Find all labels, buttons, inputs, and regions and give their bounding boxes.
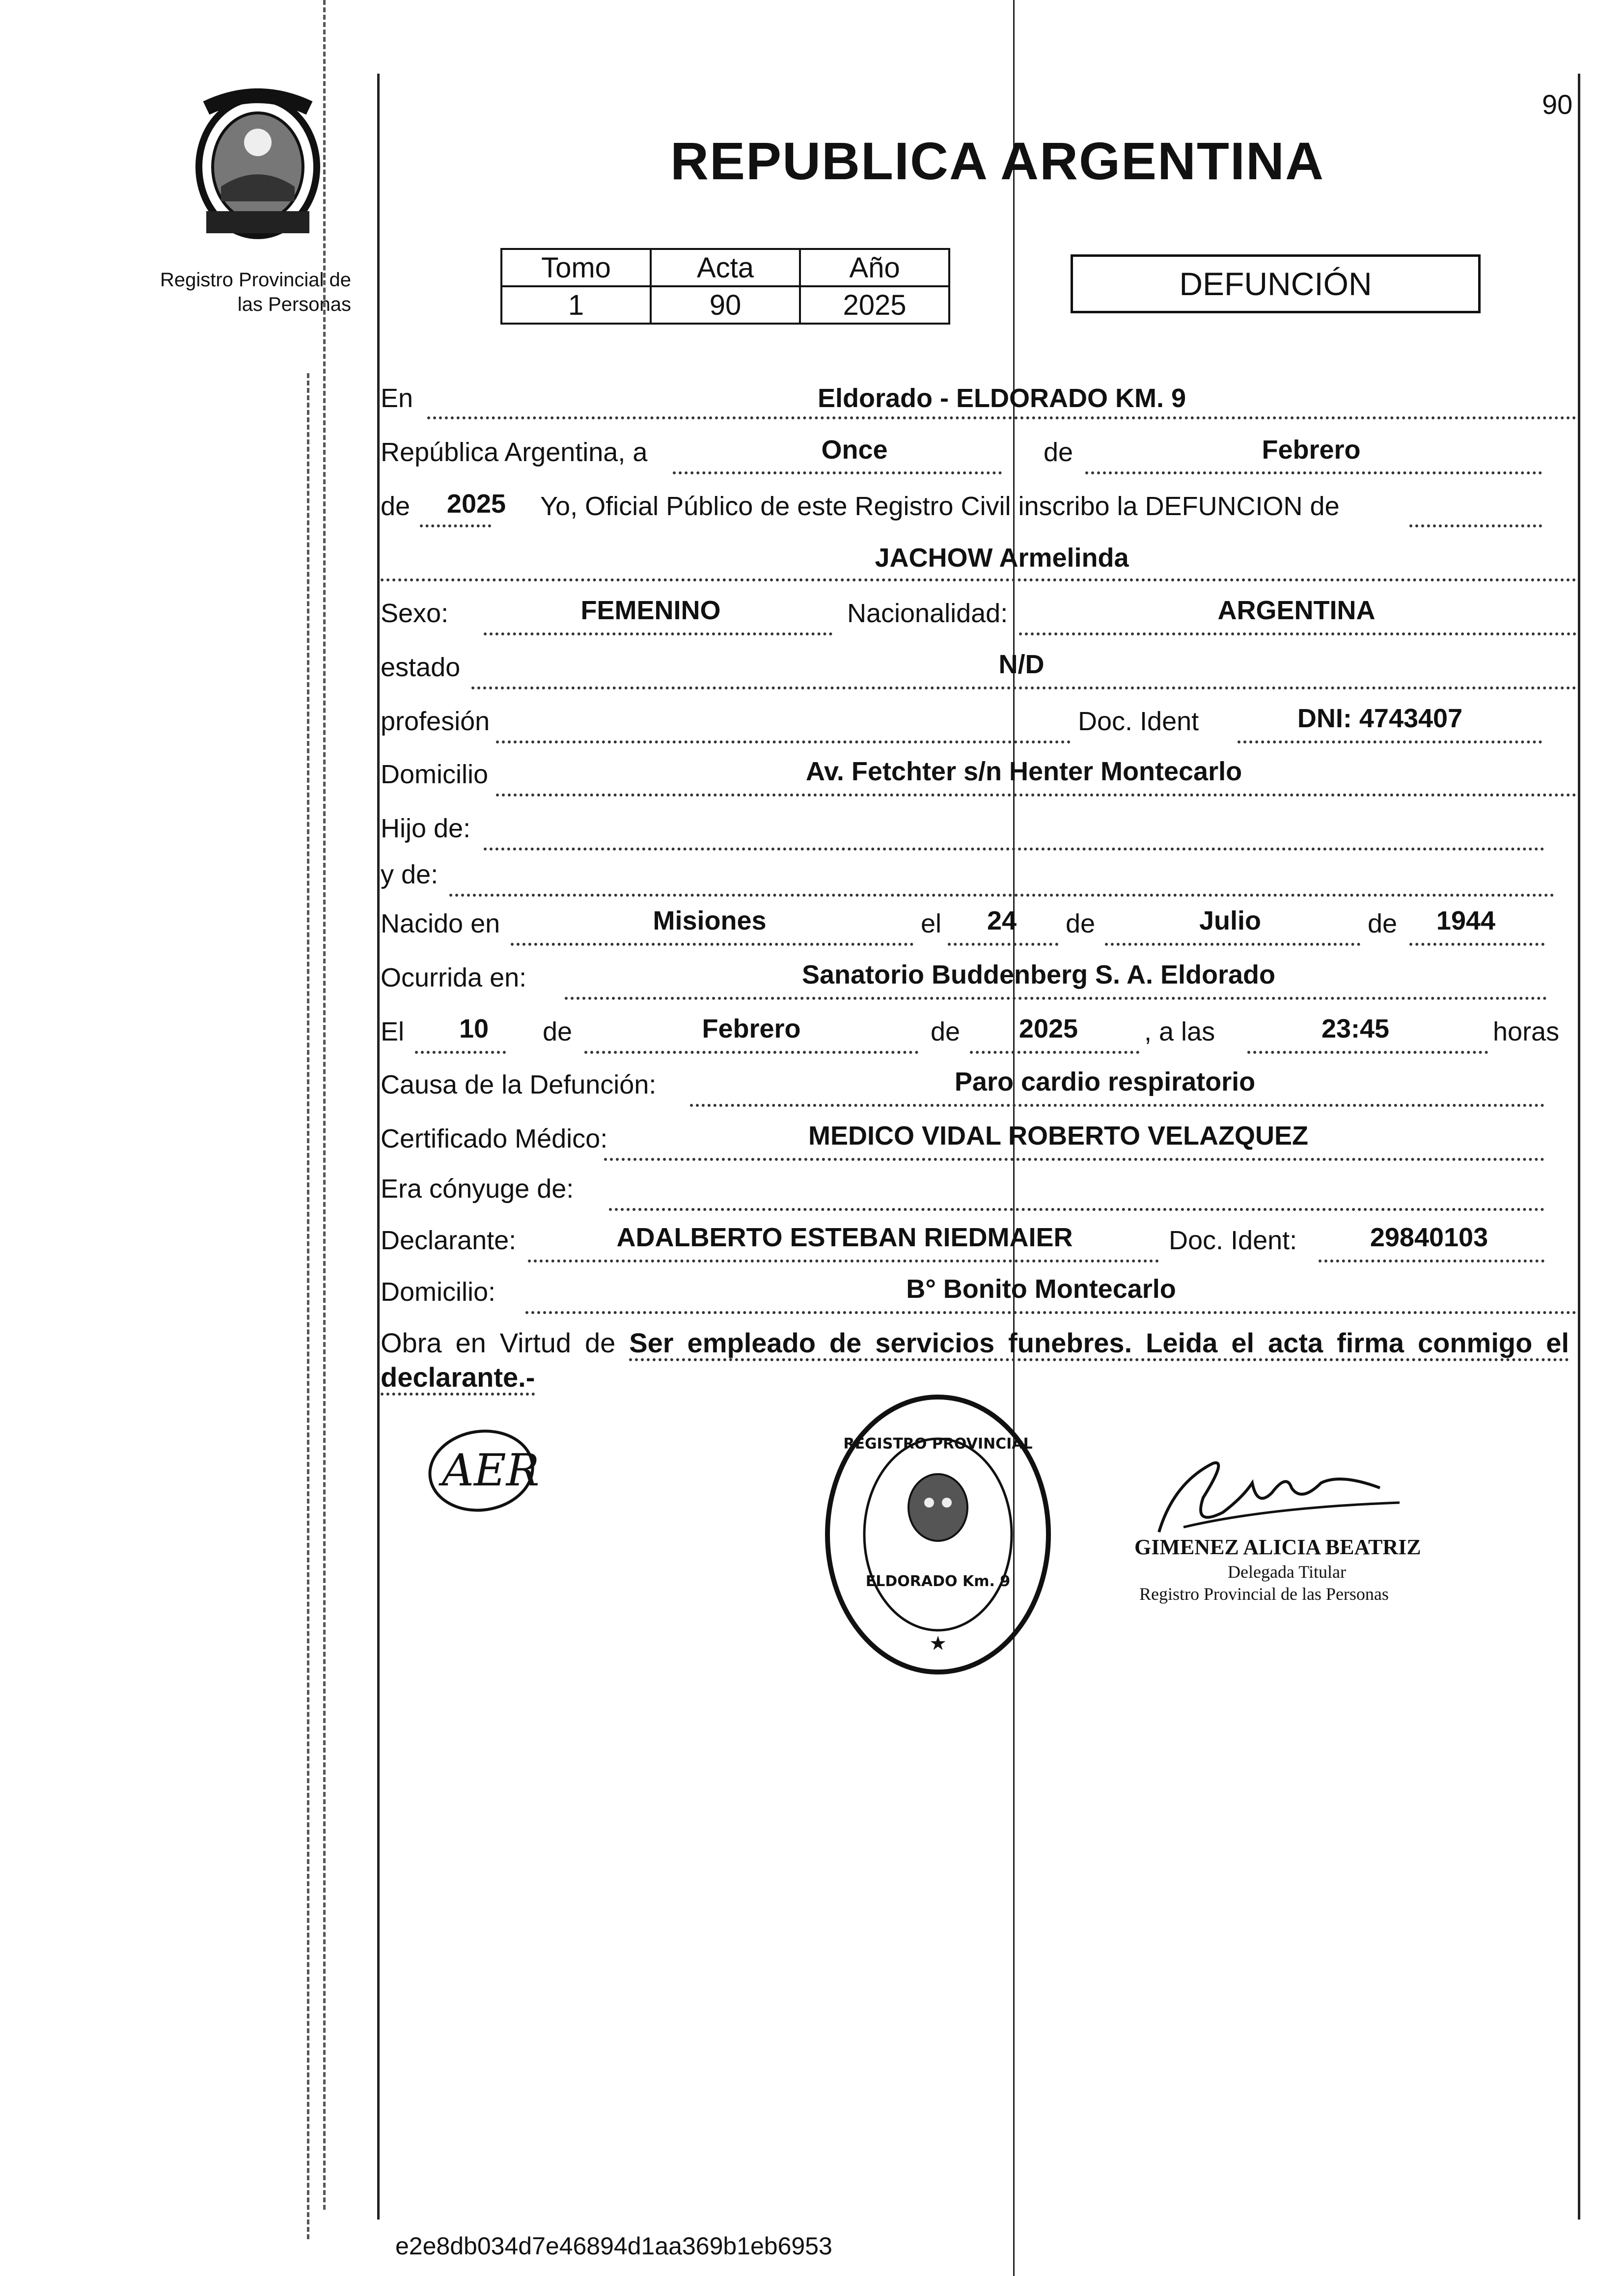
domicilio2-value: B° Bonito Montecarlo: [906, 1274, 1176, 1304]
nacionalidad-line: [1019, 632, 1576, 635]
registry-line-1: Registro Provincial de: [160, 269, 351, 291]
de1-label: de: [1044, 438, 1073, 467]
domicilio-value: Av. Fetchter s/n Henter Montecarlo: [805, 757, 1242, 786]
sexo-value: FEMENINO: [580, 596, 721, 625]
de6-label: de: [931, 1017, 961, 1046]
mes-line: [1085, 471, 1542, 474]
obra-paragraph: [381, 1326, 1569, 1395]
conyuge-line: [609, 1208, 1544, 1211]
domicilio2-line: [525, 1311, 1576, 1314]
doc-label: Doc. Ident: [1078, 707, 1199, 736]
doc2-value: 29840103: [1370, 1223, 1488, 1252]
nac-mes-line: [1105, 943, 1360, 946]
causa-label: Causa de la Defunción:: [381, 1070, 657, 1099]
republica-label: República Argentina, a: [381, 438, 648, 467]
province-logo: [187, 88, 329, 253]
svg-text:ELDORADO Km. 9: ELDORADO Km. 9: [865, 1573, 1011, 1590]
horas-label: horas: [1493, 1017, 1560, 1046]
registry-caption: [147, 268, 351, 317]
yo-line: [1409, 524, 1542, 527]
estado-line: [471, 686, 1576, 689]
el-label: el: [921, 909, 942, 938]
causa-line: [690, 1104, 1544, 1107]
page-number: 90: [1542, 89, 1573, 120]
tomo-header: Tomo: [501, 249, 651, 286]
svg-text:AER: AER: [442, 1445, 540, 1496]
def-dia-line: [415, 1051, 506, 1054]
tomo-acta-table: [500, 248, 950, 325]
de2-label: de: [381, 492, 411, 521]
officer-org: Registro Provincial de las Personas: [1139, 1584, 1389, 1604]
nac-anio-line: [1409, 943, 1544, 946]
declarante-line: [528, 1260, 1159, 1262]
ocurrida-value: Sanatorio Buddenberg S. A. Eldorado: [801, 960, 1276, 989]
nacido-value: Misiones: [653, 906, 767, 935]
acta-value: 90: [651, 286, 800, 324]
def-mes-value: Febrero: [702, 1014, 801, 1043]
declarant-initials-signature: [422, 1424, 550, 1520]
en-line: [427, 416, 1576, 419]
officer-name: GIMENEZ ALICIA BEATRIZ: [1134, 1535, 1421, 1559]
de3-label: de: [1066, 909, 1096, 938]
officer-role: Delegada Titular: [1228, 1562, 1346, 1582]
anio-value: 2025: [800, 286, 949, 324]
domicilio2-label: Domicilio:: [381, 1277, 496, 1307]
doc2-line: [1319, 1260, 1544, 1262]
nac-mes-value: Julio: [1199, 906, 1262, 935]
def-dia-value: 10: [459, 1014, 489, 1043]
estado-value: N/D: [998, 650, 1045, 679]
sexo-line: [484, 632, 832, 635]
certificado-value: MEDICO VIDAL ROBERTO VELAZQUEZ: [808, 1121, 1309, 1151]
document-hash: e2e8db034d7e46894d1aa369b1eb6953: [395, 2232, 832, 2260]
obra-value: Ser empleado de servicios funebres. Leida el acta firma conmigo el declarante.-: [381, 1327, 1569, 1396]
nacido-label: Nacido en: [381, 909, 500, 938]
def-anio-value: 2025: [1018, 1014, 1078, 1043]
el2-label: El: [381, 1017, 405, 1046]
mes-value: Febrero: [1262, 435, 1361, 465]
dia-line: [673, 471, 1002, 474]
anio-line: [420, 524, 491, 527]
hijo-line: [484, 848, 1544, 850]
causa-value: Paro cardio respiratorio: [954, 1067, 1256, 1097]
document-type: DEFUNCIÓN: [1179, 266, 1372, 302]
page-title: REPUBLICA ARGENTINA: [670, 131, 1324, 191]
registry-line-2: las Personas: [237, 294, 351, 315]
profesion-label: profesión: [381, 707, 490, 736]
punch-margin-right: [323, 0, 326, 2210]
document-type-box: [1071, 254, 1481, 313]
doc2-label: Doc. Ident:: [1169, 1226, 1297, 1255]
nac-dia-line: [948, 943, 1058, 946]
hijo-label: Hijo de:: [381, 814, 471, 843]
nac-anio-value: 1944: [1436, 906, 1496, 935]
svg-text:★: ★: [929, 1632, 947, 1655]
profesion-line: [496, 740, 1071, 743]
acta-header: Acta: [651, 249, 800, 286]
anio-text-value: 2025: [446, 489, 506, 519]
domicilio-line: [496, 794, 1576, 796]
punch-margin-left: [307, 373, 309, 2239]
certificado-line: [604, 1158, 1544, 1161]
ocurrida-label: Ocurrida en:: [381, 963, 527, 992]
de5-label: de: [543, 1017, 573, 1046]
en-label: En: [381, 384, 413, 413]
en-value: Eldorado - ELDORADO KM. 9: [817, 384, 1186, 413]
def-mes-line: [584, 1051, 918, 1054]
sexo-label: Sexo:: [381, 599, 449, 628]
estado-label: estado: [381, 653, 461, 682]
nacionalidad-label: Nacionalidad:: [847, 599, 1008, 628]
official-seal-stamp: [820, 1390, 1056, 1682]
anio-header: Año: [800, 249, 949, 286]
right-margin-rule: [1578, 74, 1580, 2220]
officer-signature: [1144, 1453, 1419, 1544]
domicilio-label: Domicilio: [381, 760, 489, 789]
conyuge-label: Era cónyuge de:: [381, 1174, 574, 1204]
tomo-value: 1: [501, 286, 651, 324]
svg-text:REGISTRO PROVINCIAL: REGISTRO PROVINCIAL: [843, 1435, 1033, 1453]
def-anio-line: [970, 1051, 1139, 1054]
declarante-value: ADALBERTO ESTEBAN RIEDMAIER: [616, 1223, 1073, 1252]
nacionalidad-value: ARGENTINA: [1217, 596, 1376, 625]
hora-line: [1247, 1051, 1488, 1054]
doc-value: DNI: 4743407: [1297, 704, 1463, 733]
declarante-label: Declarante:: [381, 1226, 517, 1255]
yo-text: Yo, Oficial Público de este Registro Civil inscribo la DEFUNCION de: [540, 492, 1340, 521]
nombre-value: JACHOW Armelinda: [875, 543, 1129, 573]
left-margin-rule: [377, 74, 380, 2220]
hora-value: 23:45: [1321, 1014, 1390, 1043]
nombre-line: [381, 578, 1576, 581]
certificado-label: Certificado Médico:: [381, 1124, 608, 1153]
obra-label: Obra en Virtud de: [381, 1327, 616, 1358]
dia-value: Once: [821, 435, 888, 465]
nacido-line: [511, 943, 913, 946]
nac-dia-value: 24: [987, 906, 1017, 935]
yde-label: y de:: [381, 860, 439, 889]
ocurrida-line: [565, 997, 1547, 1000]
doc-line: [1238, 740, 1542, 743]
alas-label: , a las: [1144, 1017, 1215, 1046]
de4-label: de: [1368, 909, 1398, 938]
yde-line: [449, 894, 1554, 897]
